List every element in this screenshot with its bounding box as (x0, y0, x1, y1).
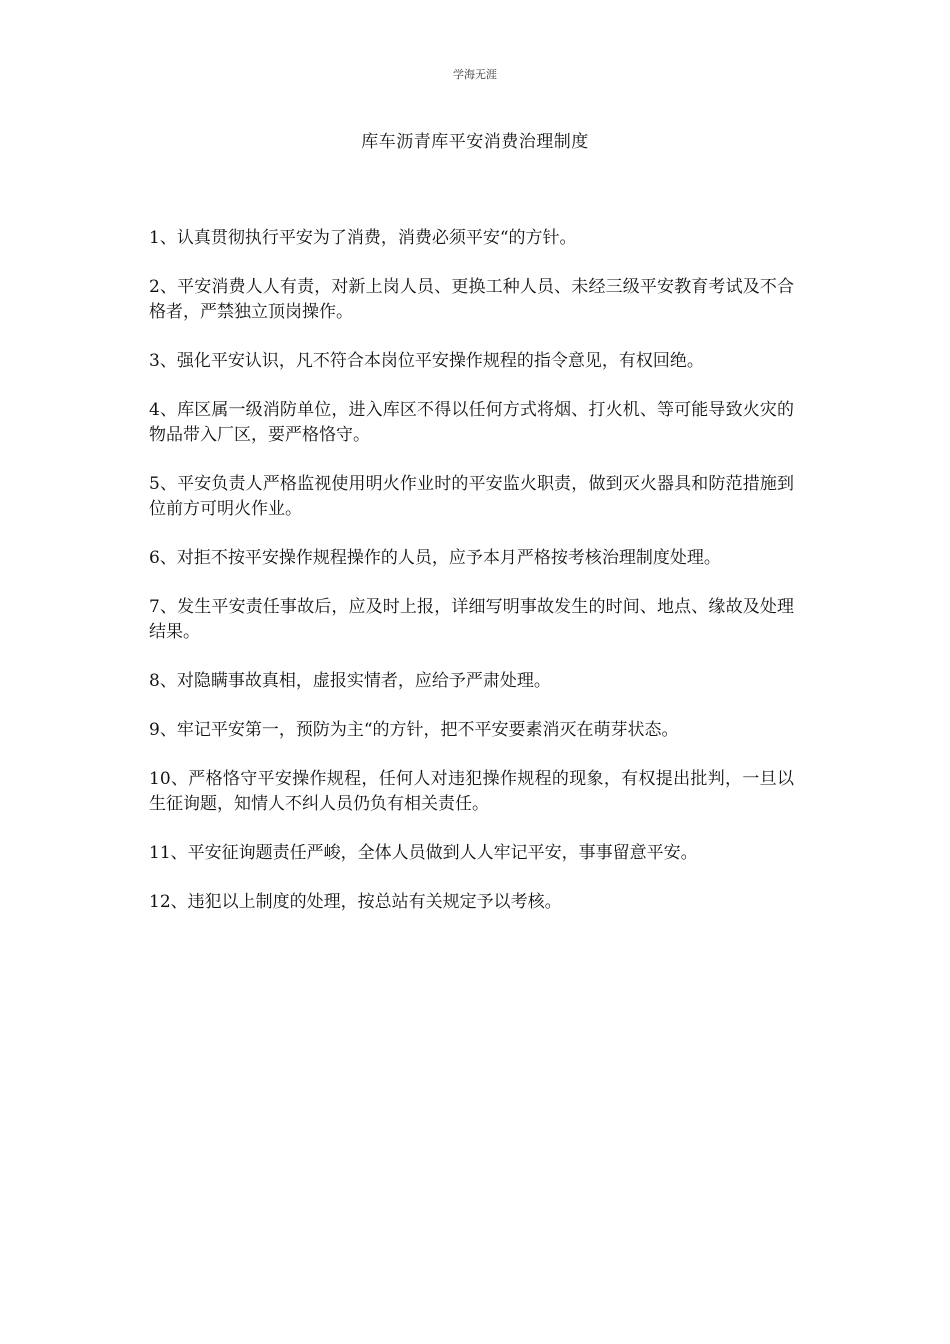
page-header: 学海无涯 (453, 68, 497, 81)
rule-item-1: 1、认真贯彻执行平安为了消费，消费必须平安“的方针。 (149, 228, 577, 248)
rules-list (149, 226, 794, 939)
rule-item-5: 5、平安负责人严格监视使用明火作业时的平安监火职责，做到灭火器具和防范措施到位前方可明火作业。 (149, 474, 794, 519)
rule-item-2: 2、平安消费人人有责，对新上岗人员、更换工种人员、未经三级平安教育考试及不合格者，严禁独立顶岗操作。 (149, 277, 794, 322)
document-title: 库车沥青库平安消费治理制度 (361, 132, 589, 152)
rule-item-4: 4、库区属一级消防单位，进入库区不得以任何方式将烟、打火机、等可能导致火灾的物品带入厂区，要严格恪守。 (149, 400, 794, 445)
rule-item-6: 6、对拒不按平安操作规程操作的人员，应予本月严格按考核治理制度处理。 (149, 548, 721, 568)
rule-item-9: 9、牢记平安第一，预防为主“的方针，把不平安要素消灭在萌芽状态。 (149, 720, 679, 740)
rule-item-11: 11、平安征询题责任严峻，全体人员做到人人牢记平安，事事留意平安。 (149, 843, 698, 863)
rule-item-8: 8、对隐瞒事故真相，虚报实情者，应给予严肃处理。 (149, 671, 551, 691)
rule-item-3: 3、强化平安认识，凡不符合本岗位平安操作规程的指令意见，有权回绝。 (149, 351, 704, 371)
rule-item-10: 10、严格恪守平安操作规程，任何人对违犯操作规程的现象，有权提出批判，一旦以生征询题，知情人不纠人员仍负有相关责任。 (149, 769, 794, 814)
rule-item-7: 7、发生平安责任事故后，应及时上报，详细写明事故发生的时间、地点、缘故及处理结果。 (149, 597, 794, 642)
rule-item-12: 12、违犯以上制度的处理，按总站有关规定予以考核。 (149, 892, 562, 912)
